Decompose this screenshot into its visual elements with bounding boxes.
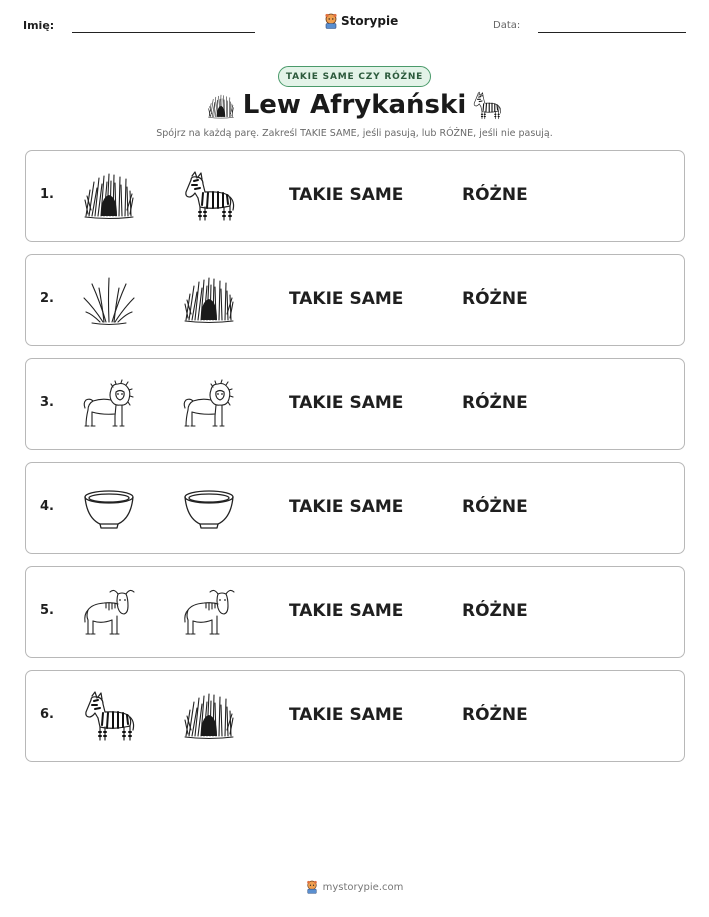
option-same[interactable]: TAKIE SAME [289, 185, 404, 205]
option-different[interactable]: RÓŻNE [462, 705, 528, 725]
instructions: Spójrz na każdą parę. Zakreśl TAKIE SAME, jeśli pasują, lub RÓŻNE, jeśli nie pasują. [156, 128, 553, 139]
zebra-icon [182, 170, 236, 224]
brand-name: Storypie [341, 14, 399, 28]
row-number: 3. [40, 395, 54, 410]
option-same[interactable]: TAKIE SAME [289, 601, 404, 621]
bowl-icon [82, 482, 136, 536]
lion-icon [182, 378, 236, 432]
wildebeest-icon [82, 586, 136, 640]
option-same[interactable]: TAKIE SAME [289, 705, 404, 725]
zebra-icon [472, 91, 502, 121]
row-number: 5. [40, 603, 54, 618]
option-same[interactable]: TAKIE SAME [289, 289, 404, 309]
name-label: Imię: [23, 19, 55, 32]
option-different[interactable]: RÓŻNE [462, 601, 528, 621]
exercise-row-4 [25, 462, 685, 554]
exercise-row-6 [25, 670, 685, 762]
footer-url[interactable]: mystorypie.com [322, 881, 404, 893]
option-different[interactable]: RÓŻNE [462, 289, 528, 309]
row-number: 2. [40, 291, 54, 306]
grass-den-icon [182, 274, 236, 328]
storypie-icon [306, 880, 318, 894]
lion-icon [82, 378, 136, 432]
wildebeest-icon [182, 586, 236, 640]
worksheet-type-badge: TAKIE SAME CZY RÓŻNE [278, 66, 431, 87]
date-label: Data: [493, 20, 521, 31]
row-number: 4. [40, 499, 54, 514]
option-same[interactable]: TAKIE SAME [289, 497, 404, 517]
row-number: 6. [40, 707, 54, 722]
option-same[interactable]: TAKIE SAME [289, 393, 404, 413]
brand-logo [324, 13, 398, 29]
name-field[interactable] [72, 32, 255, 33]
grass-den-icon [182, 690, 236, 744]
exercise-row-3 [25, 358, 685, 450]
footer [0, 880, 709, 894]
exercise-row-2 [25, 254, 685, 346]
option-different[interactable]: RÓŻNE [462, 497, 528, 517]
row-number: 1. [40, 187, 54, 202]
exercise-row-1 [25, 150, 685, 242]
option-different[interactable]: RÓŻNE [462, 185, 528, 205]
worksheet-header [0, 0, 709, 50]
exercise-row-5 [25, 566, 685, 658]
grass-tuft-icon [82, 274, 136, 328]
grass-den-icon [82, 170, 136, 224]
storypie-icon [324, 13, 338, 29]
option-different[interactable]: RÓŻNE [462, 393, 528, 413]
bowl-icon [182, 482, 236, 536]
exercise-list [25, 150, 685, 774]
page-title: Lew Afrykański [242, 90, 467, 120]
date-field[interactable] [538, 32, 686, 33]
zebra-icon [82, 690, 136, 744]
